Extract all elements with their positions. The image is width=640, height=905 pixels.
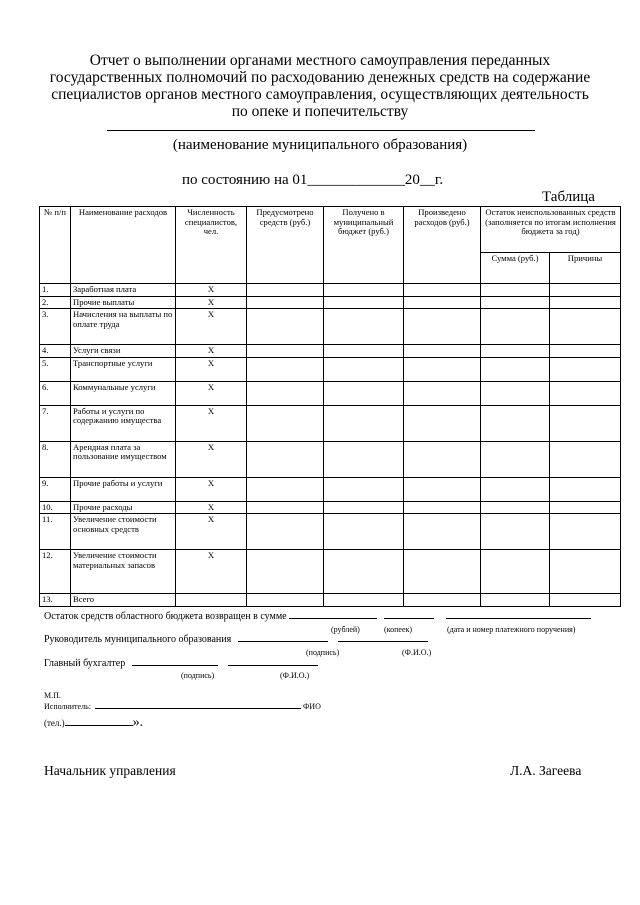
row-received[interactable] xyxy=(324,594,404,607)
accountant-line xyxy=(44,658,318,669)
document-title xyxy=(40,52,600,120)
row-staff: X xyxy=(176,501,247,514)
accountant-signature-caption: (подпись) xyxy=(181,671,215,680)
sum-blank[interactable] xyxy=(289,618,377,619)
row-name: Начисления на выплаты по оплате труда xyxy=(71,309,176,345)
row-received[interactable] xyxy=(324,501,404,514)
row-remainder-reasons[interactable] xyxy=(550,357,621,381)
row-name: Коммунальные услуги xyxy=(71,381,176,405)
row-staff: X xyxy=(176,514,247,550)
title-line: по опеке и попечительству xyxy=(231,103,409,120)
row-remainder-reasons[interactable] xyxy=(550,405,621,441)
table-row xyxy=(40,357,621,381)
row-planned[interactable] xyxy=(247,514,324,550)
row-staff: X xyxy=(176,381,247,405)
kopecks-blank[interactable] xyxy=(384,618,434,619)
row-name: Прочие расходы xyxy=(71,501,176,514)
row-spent[interactable] xyxy=(404,284,481,297)
row-remainder-sum[interactable] xyxy=(481,284,550,297)
header-spent: Произведено расходов (руб.) xyxy=(404,207,481,284)
title-line: Отчет о выполнении органами местного самоуправления переданных xyxy=(89,52,551,69)
table-row xyxy=(40,405,621,441)
title-line: государственных полномочий по расходованию денежных средств на содержание xyxy=(49,69,591,86)
row-number: 5. xyxy=(40,357,71,381)
row-staff: X xyxy=(176,296,247,309)
row-planned[interactable] xyxy=(247,501,324,514)
stamp-place: М.П. xyxy=(44,691,61,700)
row-spent[interactable] xyxy=(404,594,481,607)
executor-line xyxy=(44,702,321,711)
accountant-label: Главный бухгалтер xyxy=(44,658,126,669)
row-remainder-sum[interactable] xyxy=(481,357,550,381)
row-planned[interactable] xyxy=(247,357,324,381)
chief-name: Л.А. Загеева xyxy=(510,763,582,778)
row-remainder-reasons[interactable] xyxy=(550,477,621,501)
header-reasons: Причины xyxy=(550,253,621,284)
executor-fio-caption: ФИО xyxy=(302,702,321,711)
row-planned[interactable] xyxy=(247,594,324,607)
row-number: 2. xyxy=(40,296,71,309)
row-name: Всего xyxy=(71,594,176,607)
row-remainder-reasons[interactable] xyxy=(550,345,621,358)
table-row xyxy=(40,550,621,594)
remainder-returned-label: Остаток средств областного бюджета возвращен в сумме xyxy=(44,611,287,622)
row-remainder-sum[interactable] xyxy=(481,405,550,441)
row-planned[interactable] xyxy=(247,284,324,297)
row-remainder-reasons[interactable] xyxy=(550,284,621,297)
executor-label: Исполнитель: xyxy=(44,702,91,711)
header-sum: Сумма (руб.) xyxy=(481,253,550,284)
table-row xyxy=(40,381,621,405)
row-number: 4. xyxy=(40,345,71,358)
row-name: Заработная плата xyxy=(71,284,176,297)
row-remainder-sum[interactable] xyxy=(481,514,550,550)
row-planned[interactable] xyxy=(247,309,324,345)
municipality-name-line xyxy=(107,130,535,131)
row-staff xyxy=(176,594,247,607)
row-remainder-sum[interactable] xyxy=(481,441,550,477)
row-number: 13. xyxy=(40,594,71,607)
row-received[interactable] xyxy=(324,296,404,309)
row-number: 3. xyxy=(40,309,71,345)
row-planned[interactable] xyxy=(247,477,324,501)
header-planned: Предусмотрено средств (руб.) xyxy=(247,207,324,284)
header-remainder: Остаток неиспользованных средств (заполняется по итогам исполнения бюджета за год) xyxy=(481,207,621,253)
phone-line xyxy=(44,715,143,731)
row-planned[interactable] xyxy=(247,345,324,358)
row-planned[interactable] xyxy=(247,381,324,405)
header-received: Получено в муниципальный бюджет (руб.) xyxy=(324,207,404,284)
row-received[interactable] xyxy=(324,405,404,441)
row-number: 12. xyxy=(40,550,71,594)
head-fio-blank[interactable] xyxy=(338,641,428,642)
row-remainder-sum[interactable] xyxy=(481,296,550,309)
row-staff: X xyxy=(176,405,247,441)
row-number: 10. xyxy=(40,501,71,514)
row-spent[interactable] xyxy=(404,550,481,594)
head-fio-caption: (Ф.И.О.) xyxy=(402,648,432,657)
table-row xyxy=(40,309,621,345)
header-num: № п/п xyxy=(40,207,71,284)
row-staff: X xyxy=(176,357,247,381)
title-line: специалистов органов местного самоуправления, осуществляющих деятельность xyxy=(51,86,589,103)
row-remainder-sum[interactable] xyxy=(481,550,550,594)
row-remainder-reasons[interactable] xyxy=(550,594,621,607)
accountant-signature-blank[interactable] xyxy=(132,665,218,666)
row-spent[interactable] xyxy=(404,501,481,514)
closing-quote: ». xyxy=(132,715,144,730)
row-spent[interactable] xyxy=(404,514,481,550)
row-received[interactable] xyxy=(324,381,404,405)
row-name: Увеличение стоимости основных средств xyxy=(71,514,176,550)
row-staff: X xyxy=(176,441,247,477)
phone-blank[interactable] xyxy=(65,725,133,726)
row-remainder-sum[interactable] xyxy=(481,345,550,358)
head-signature-blank[interactable] xyxy=(238,641,328,642)
row-name: Услуги связи xyxy=(71,345,176,358)
row-received[interactable] xyxy=(324,477,404,501)
table-row xyxy=(40,296,621,309)
row-spent[interactable] xyxy=(404,309,481,345)
row-remainder-reasons[interactable] xyxy=(550,501,621,514)
row-staff: X xyxy=(176,284,247,297)
row-spent[interactable] xyxy=(404,357,481,381)
municipality-caption: (наименование муниципального образования) xyxy=(172,137,468,153)
row-staff: X xyxy=(176,550,247,594)
head-signature-caption: (подпись) xyxy=(306,648,340,657)
as-of-date: по состоянию на 01_____________20__г. xyxy=(182,172,444,188)
row-name: Увеличение стоимости материальных запасов xyxy=(71,550,176,594)
table-row xyxy=(40,345,621,358)
table-row xyxy=(40,284,621,297)
row-number: 11. xyxy=(40,514,71,550)
row-remainder-reasons[interactable] xyxy=(550,296,621,309)
table-row xyxy=(40,441,621,477)
row-received[interactable] xyxy=(324,550,404,594)
row-staff: X xyxy=(176,309,247,345)
header-staff: Численность специалистов, чел. xyxy=(176,207,247,284)
row-received[interactable] xyxy=(324,284,404,297)
executor-blank[interactable] xyxy=(95,708,301,709)
row-remainder-reasons[interactable] xyxy=(550,381,621,405)
row-spent[interactable] xyxy=(404,477,481,501)
row-received[interactable] xyxy=(324,345,404,358)
payment-caption: (дата и номер платежного поручения) xyxy=(447,625,576,634)
row-remainder-sum[interactable] xyxy=(481,381,550,405)
row-name: Арендная плата за пользование имуществом xyxy=(71,441,176,477)
row-remainder-reasons[interactable] xyxy=(550,441,621,477)
row-remainder-sum[interactable] xyxy=(481,477,550,501)
accountant-fio-caption: (Ф.И.О.) xyxy=(280,671,310,680)
row-remainder-sum[interactable] xyxy=(481,594,550,607)
table-row xyxy=(40,594,621,607)
chief-title: Начальник управления xyxy=(44,763,176,778)
table-row xyxy=(40,514,621,550)
row-remainder-reasons[interactable] xyxy=(550,309,621,345)
accountant-fio-blank[interactable] xyxy=(228,665,318,666)
row-remainder-sum[interactable] xyxy=(481,501,550,514)
row-spent[interactable] xyxy=(404,296,481,309)
row-number: 8. xyxy=(40,441,71,477)
row-received[interactable] xyxy=(324,441,404,477)
row-number: 7. xyxy=(40,405,71,441)
row-name: Транспортные услуги xyxy=(71,357,176,381)
table-row xyxy=(40,477,621,501)
row-planned[interactable] xyxy=(247,441,324,477)
row-planned[interactable] xyxy=(247,296,324,309)
row-remainder-reasons[interactable] xyxy=(550,550,621,594)
row-received[interactable] xyxy=(324,309,404,345)
row-name: Работы и услуги по содержанию имущества xyxy=(71,405,176,441)
kopecks-caption: (копеек) xyxy=(384,625,413,634)
row-planned[interactable] xyxy=(247,550,324,594)
table-label: Таблица xyxy=(542,189,595,205)
report-table xyxy=(39,206,621,607)
remainder-returned-line xyxy=(44,611,591,622)
row-spent[interactable] xyxy=(404,381,481,405)
row-received[interactable] xyxy=(324,357,404,381)
rubles-caption: (рублей) xyxy=(331,625,360,634)
payment-blank[interactable] xyxy=(446,618,591,619)
table-row xyxy=(40,501,621,514)
head-line xyxy=(44,634,428,645)
row-remainder-reasons[interactable] xyxy=(550,514,621,550)
row-number: 6. xyxy=(40,381,71,405)
row-spent[interactable] xyxy=(404,345,481,358)
row-number: 1. xyxy=(40,284,71,297)
phone-label: (тел.) xyxy=(44,718,65,728)
row-name: Прочие работы и услуги xyxy=(71,477,176,501)
row-name: Прочие выплаты xyxy=(71,296,176,309)
row-remainder-sum[interactable] xyxy=(481,309,550,345)
row-spent[interactable] xyxy=(404,405,481,441)
row-staff: X xyxy=(176,345,247,358)
row-received[interactable] xyxy=(324,514,404,550)
row-staff: X xyxy=(176,477,247,501)
row-number: 9. xyxy=(40,477,71,501)
head-label: Руководитель муниципального образования xyxy=(44,634,232,645)
header-name: Наименование расходов xyxy=(71,207,176,284)
row-planned[interactable] xyxy=(247,405,324,441)
row-spent[interactable] xyxy=(404,441,481,477)
